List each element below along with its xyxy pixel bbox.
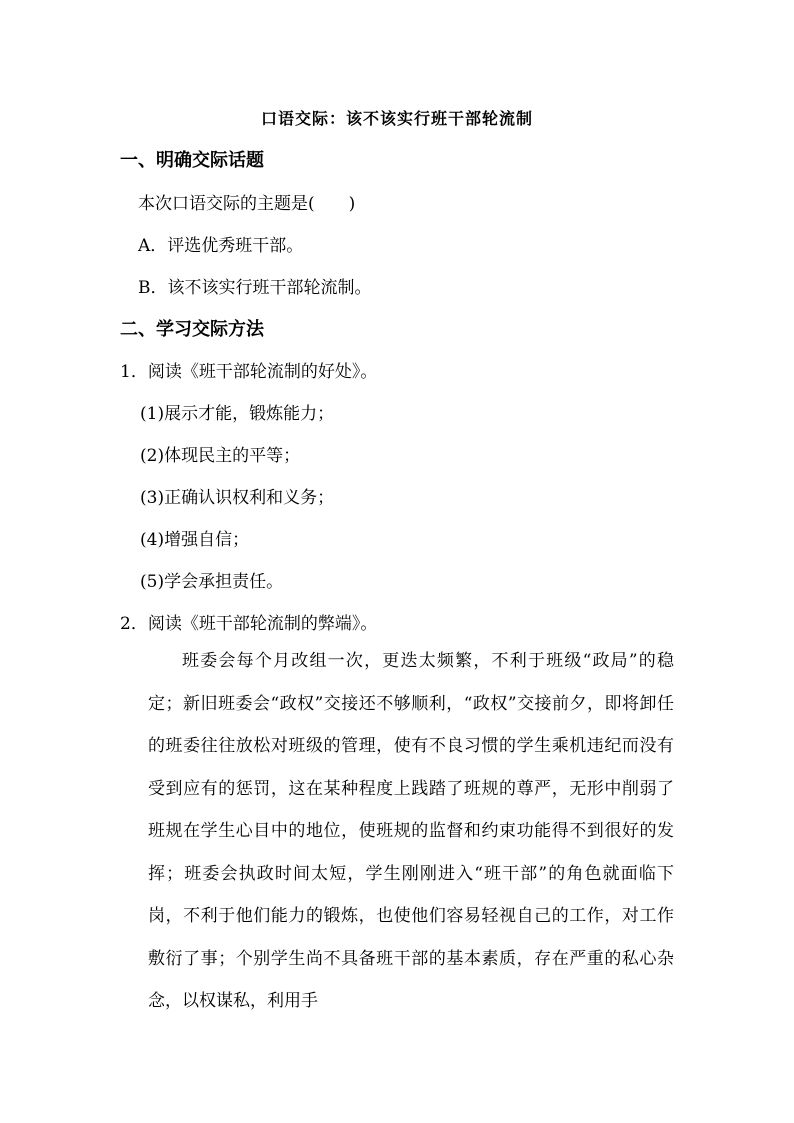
section-heading-2: 二、学习交际方法: [120, 319, 264, 340]
question-text: 本次口语交际的主题是( ): [138, 194, 356, 214]
benefit-item: (4)增强自信；: [140, 530, 250, 550]
benefit-item: (2)体现民主的平等；: [140, 446, 301, 466]
document-title: 口语交际：该不该实行班干部轮流制: [260, 109, 533, 128]
reading-item-2: 2．阅读《班干部轮流制的弊端》。: [120, 614, 378, 634]
reading-item-1: 1．阅读《班干部轮流制的好处》。: [120, 362, 378, 382]
option-a: A．评选优秀班干部。: [138, 236, 304, 256]
section-heading-1: 一、明确交际话题: [120, 150, 264, 171]
benefit-item: (3)正确认识权利和义务；: [140, 488, 335, 508]
option-b: B．该不该实行班干部轮流制。: [138, 278, 372, 298]
drawbacks-passage: 班委会每个月改组一次，更迭太频繁，不利于班级“政局”的稳定；新旧班委会“政权”交接还不够顺利，“政权”交接前夕，即将卸任的班委往往放松对班级的管理，使有不良习惯的学生乘机违纪而没有受到应有的惩罚，这在某种程度上践踏了班规的尊严，无形中削弱了班规在学生心目中的地位，使班规的监督和约束功能得不到很好的发挥；班委会执政时间太短，学生刚刚进入“班干部”的角色就面临下岗，不利于他们能力的锻炼，也使他们容易轻视自己的工作，对工作敷衍了事；个别学生尚不具备班干部的基本素质，存在严重的私心杂念，以权谋私，利用手: [148, 651, 674, 1011]
benefit-item: (5)学会承担责任。: [140, 572, 284, 592]
benefit-item: (1)展示才能，锻炼能力；: [140, 404, 335, 424]
